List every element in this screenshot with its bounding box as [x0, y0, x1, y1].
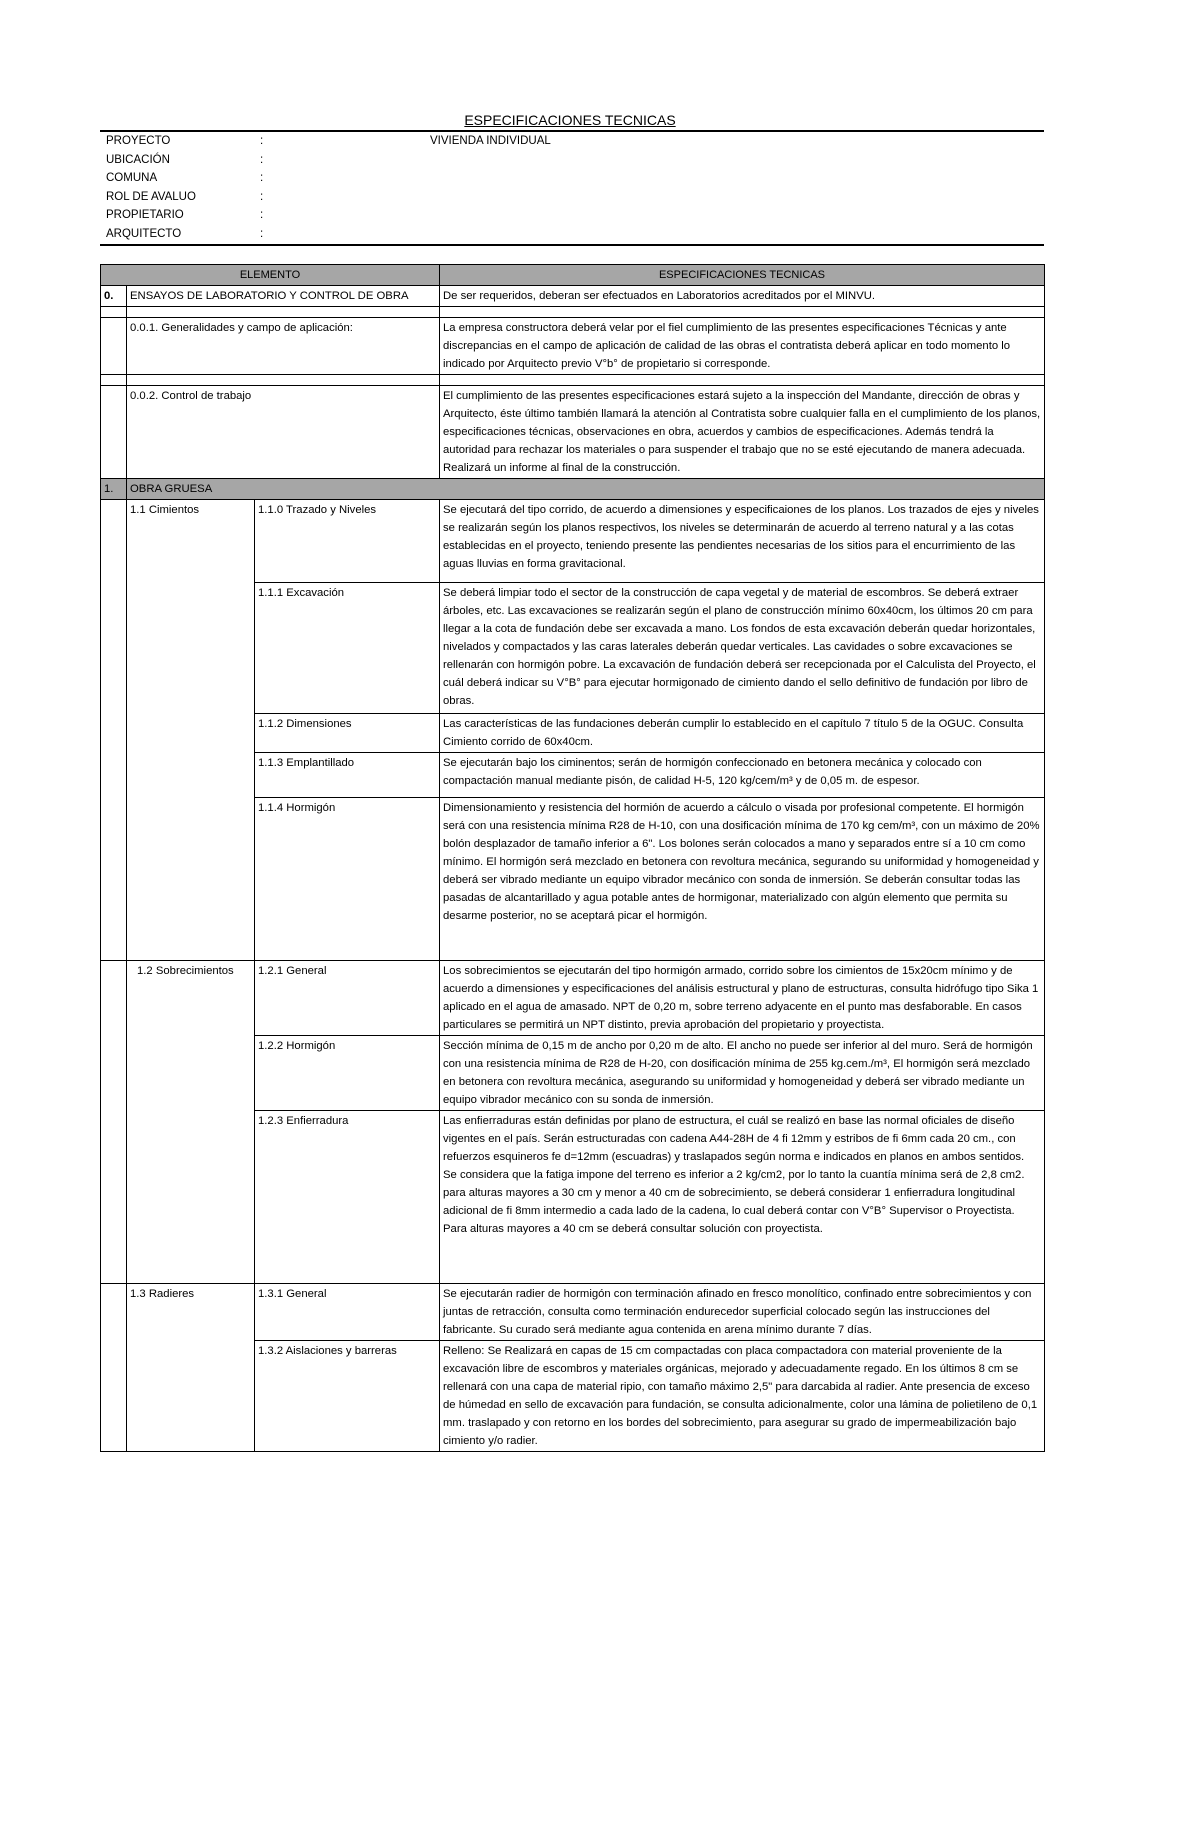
section-0-text: De ser requeridos, deberan ser efectuados en Laboratorios acreditados por el MINVU.	[440, 286, 1045, 307]
section-1-number: 1.	[101, 479, 127, 500]
spec-text-131: Se ejecutarán radier de hormigón con terminación afinado en fresco monolítico, confinado entre sobrecimientos y con juntas de retracción, consulta como terminación endurecedor superficial colocado según las instrucciones del fabricante. Su curado será mediante agua contenida en arena mínimo durante 7 días.	[440, 1284, 1045, 1341]
spec-label-121: 1.2.1 General	[255, 961, 440, 1036]
spec-text-002: El cumplimiento de las presentes especificaciones estará sujeto a la inspección del Mandante, dirección de obras y Arquitecto, éste último también llamará la atención al Contratista sobre cualquier falla en el cumplimiento de los planos, especificaciones técnicas, observaciones en obra, acuerdos y cambios de especificaciones. Además tendrá la autoridad para rechazar los materiales o para suspender el trabajo que no se esté ejecutando de manera adecuada. Realizará un informe al final de la construcción.	[440, 386, 1045, 479]
spec-text-121: Los sobrecimientos se ejecutarán del tipo hormigón armado, corrido sobre los cimientos de 15x20cm mínimo y de acuerdo a dimensiones y especificaciones del análisis estructural y plano de estructuras, consulta hidrófugo tipo Sika 1 aplicado en el agua de amasado. NPT de 0,20 m, sobre terreno adyacente en el punto mas desfaborable. En casos particulares se permitirá un NPT distinto, previa aprobación del propietario y proyectista.	[440, 961, 1045, 1036]
spec-text-123: Las enfierraduras están definidas por plano de estructura, el cuál se realizó en base las normal oficiales de diseño vigentes en el país. Serán estructuradas con cadena A44-28H de 4 fi 12mm y estribos de fi 6mm cada 20 cm., con refuerzos esquineros fe d=12mm (escuadras) y traslapados según norma e indicados en planos en ambos sentidos. Se considera que la fatiga impone del terreno es inferior a 2 kg/cm2, por lo tanto la cuantía mínima será de 2,8 cm2. para alturas mayores a 30 cm y menor a 40 cm de sobrecimiento, se deberá considerar 1 enfierradura longitudinal adicional de fi 8mm intermedio a cada lado de la cadena, lo cual deberá contar con V°B° Supervisor o Proyectista. Para alturas mayores a 40 cm se deberá consultar solución con proyectista.	[440, 1111, 1045, 1284]
meta-row-proyecto: PROYECTO : VIVIENDA INDIVIDUAL	[106, 135, 551, 147]
meta-row-rol-avaluo: ROL DE AVALUO :	[106, 190, 264, 203]
spec-text-112: Las características de las fundaciones deberán cumplir lo establecido en el capítulo 7 título 5 de la OGUC. Consulta Cimiento corrido de 60x40cm.	[440, 714, 1045, 753]
spec-label-110: 1.1.0 Trazado y Niveles	[255, 500, 440, 583]
section-1-title: OBRA GRUESA	[127, 479, 1045, 500]
document-page	[100, 110, 1044, 1452]
spec-label-113: 1.1.3 Emplantillado	[255, 753, 440, 798]
spec-text-110: Se ejecutará del tipo corrido, de acuerdo a dimensiones y especificaiones de los planos. Los trazados de ejes y niveles se realizarán según los planos respectivos, los niveles se determinarán de acuerdo al terreno natural y a las cotas establecidas en el proyecto, teniendo presente las pendientes necesarias de los sitios para el encurrimiento de las aguas lluvias en forma gravitacional.	[440, 500, 1045, 583]
spec-label-132: 1.3.2 Aislaciones y barreras	[255, 1341, 440, 1452]
spec-label-112: 1.1.2 Dimensiones	[255, 714, 440, 753]
spec-label-114: 1.1.4 Hormigón	[255, 798, 440, 961]
meta-rule	[100, 244, 1044, 246]
spec-table	[100, 264, 1045, 1452]
section-0-row	[101, 286, 1045, 307]
document-title: ESPECIFICACIONES TECNICAS	[464, 112, 676, 128]
spec-label-131: 1.3.1 General	[255, 1284, 440, 1341]
chapter-cimientos: 1.1 Cimientos	[127, 500, 255, 961]
spec-label-122: 1.2.2 Hormigón	[255, 1036, 440, 1111]
spec-text-001: La empresa constructora deberá velar por el fiel cumplimiento de las presentes especificaciones Técnicas y ante discrepancias en el campo de aplicación de calidad de las obras el contratista deberá aplicar en todo momento lo indicado por Arquitecto previo V°b° de propietario si corresponde.	[440, 318, 1045, 375]
section-0-number: 0.	[101, 286, 127, 307]
spec-row-002	[101, 386, 1045, 479]
table-header	[101, 265, 1045, 286]
spec-row-131	[101, 1284, 1045, 1341]
spec-label-123: 1.2.3 Enfierradura	[255, 1111, 440, 1284]
header-element: ELEMENTO	[101, 265, 440, 286]
spec-label-111: 1.1.1 Excavación	[255, 583, 440, 714]
spec-row-001	[101, 318, 1045, 375]
spec-row-110	[101, 500, 1045, 583]
section-0-title: ENSAYOS DE LABORATORIO Y CONTROL DE OBRA	[127, 286, 440, 307]
project-info	[100, 132, 1044, 244]
spec-text-132: Relleno: Se Realizará en capas de 15 cm compactadas con placa compactadora con material proveniente de la excavación libre de escombros y materiales orgánicas, mejorado y adecuadamente regado. En los últimos 8 cm se rellenará con una capa de material ripio, con tamaño máximo 2,5" para darcabida al radier. Ante presencia de exceso de húmedad en sello de excavación para fundación, se consulta adicionalmente, color una lámina de polietileno de 0,1 mm. traslapado y con retorno en los bordes del sobrecimiento, para asegurar su grado de impermeabilización bajo cimiento y/o radier.	[440, 1341, 1045, 1452]
gap-row	[101, 375, 1045, 386]
chapter-radieres: 1.3 Radieres	[127, 1284, 255, 1452]
meta-row-ubicacion: UBICACIÓN :	[106, 153, 264, 166]
spec-text-113: Se ejecutarán bajo los ciminentos; serán de hormigón confeccionado en betonera mecánica y colocado con compactación manual mediante pisón, de calidad H-5, 120 kg/cem/m³ y de 0,05 m. de espesor.	[440, 753, 1045, 798]
spec-label-002: 0.0.2. Control de trabajo	[127, 386, 440, 479]
section-1-row	[101, 479, 1045, 500]
header-spec: ESPECIFICACIONES TECNICAS	[440, 265, 1045, 286]
meta-row-arquitecto: ARQUITECTO :	[106, 227, 264, 240]
spec-text-111: Se deberá limpiar todo el sector de la construcción de capa vegetal y de material de escombros. Se deberá extraer árboles, etc. Las excavaciones se realizarán según el plano de construcción mínimo 60x40cm, los últimos 20 cm para llegar a la cota de fundación debe ser excavada a mano. Los fondos de esta excavación deberán quedar horizontales, nivelados y compactados y las caras laterales deberán quedar verticales. Las cavidades o sobre excavaciones se rellenarán con hormigón pobre. La excavación de fundación deberá ser recepcionada por el Calculista del Proyecto, el cuál deberá indicar su V°B° para ejecutar hormigonado de cimiento dando el sello definitivo de fundación por libro de obras.	[440, 583, 1045, 714]
gap-row	[101, 307, 1045, 318]
meta-row-comuna: COMUNA :	[106, 172, 264, 184]
spec-text-122: Sección mínima de 0,15 m de ancho por 0,20 m de alto. El ancho no puede ser inferior al del muro. Será de hormigón con una resistencia mínima de R28 de H-20, con dosificación mínima de 255 kg.cem./m³, El hormigón será mezclado en betonera con revoltura mecánica, asegurando su uniformidad y homogeneidad y deberá ser vibrado mediante un equipo vibrador mecánico con su sonda de inmersión.	[440, 1036, 1045, 1111]
chapter-sobrecimientos: 1.2 Sobrecimientos	[127, 961, 255, 1284]
meta-row-propietario: PROPIETARIO :	[106, 209, 264, 221]
spec-row-121	[101, 961, 1045, 1036]
spec-label-001: 0.0.1. Generalidades y campo de aplicación:	[127, 318, 440, 375]
spec-text-114: Dimensionamiento y resistencia del hormión de acuerdo a cálculo o visada por profesional competente. El hormigón será con una resistencia mínima R28 de H-10, con una dosificación mínima de 170 kg cem/m³, con un máximo de 20% bolón desplazador de tamaño inferior a 6". Los bolones serán colocados a mano y separados entre sí a 10 cm como mínimo. El hormigón será mezclado en betonera con revoltura mecánica, segurando su uniformidad y homogeneidad y deberá ser vibrado mediante un equipo vibrador mecánico con sonda de inmersión. Se deberán consultar todas las pasadas de alcantarillado y agua potable antes de hormigonar, materializado con algún elemento que permita su desarme posterior, no se aceptará picar el hormigón.	[440, 798, 1045, 961]
